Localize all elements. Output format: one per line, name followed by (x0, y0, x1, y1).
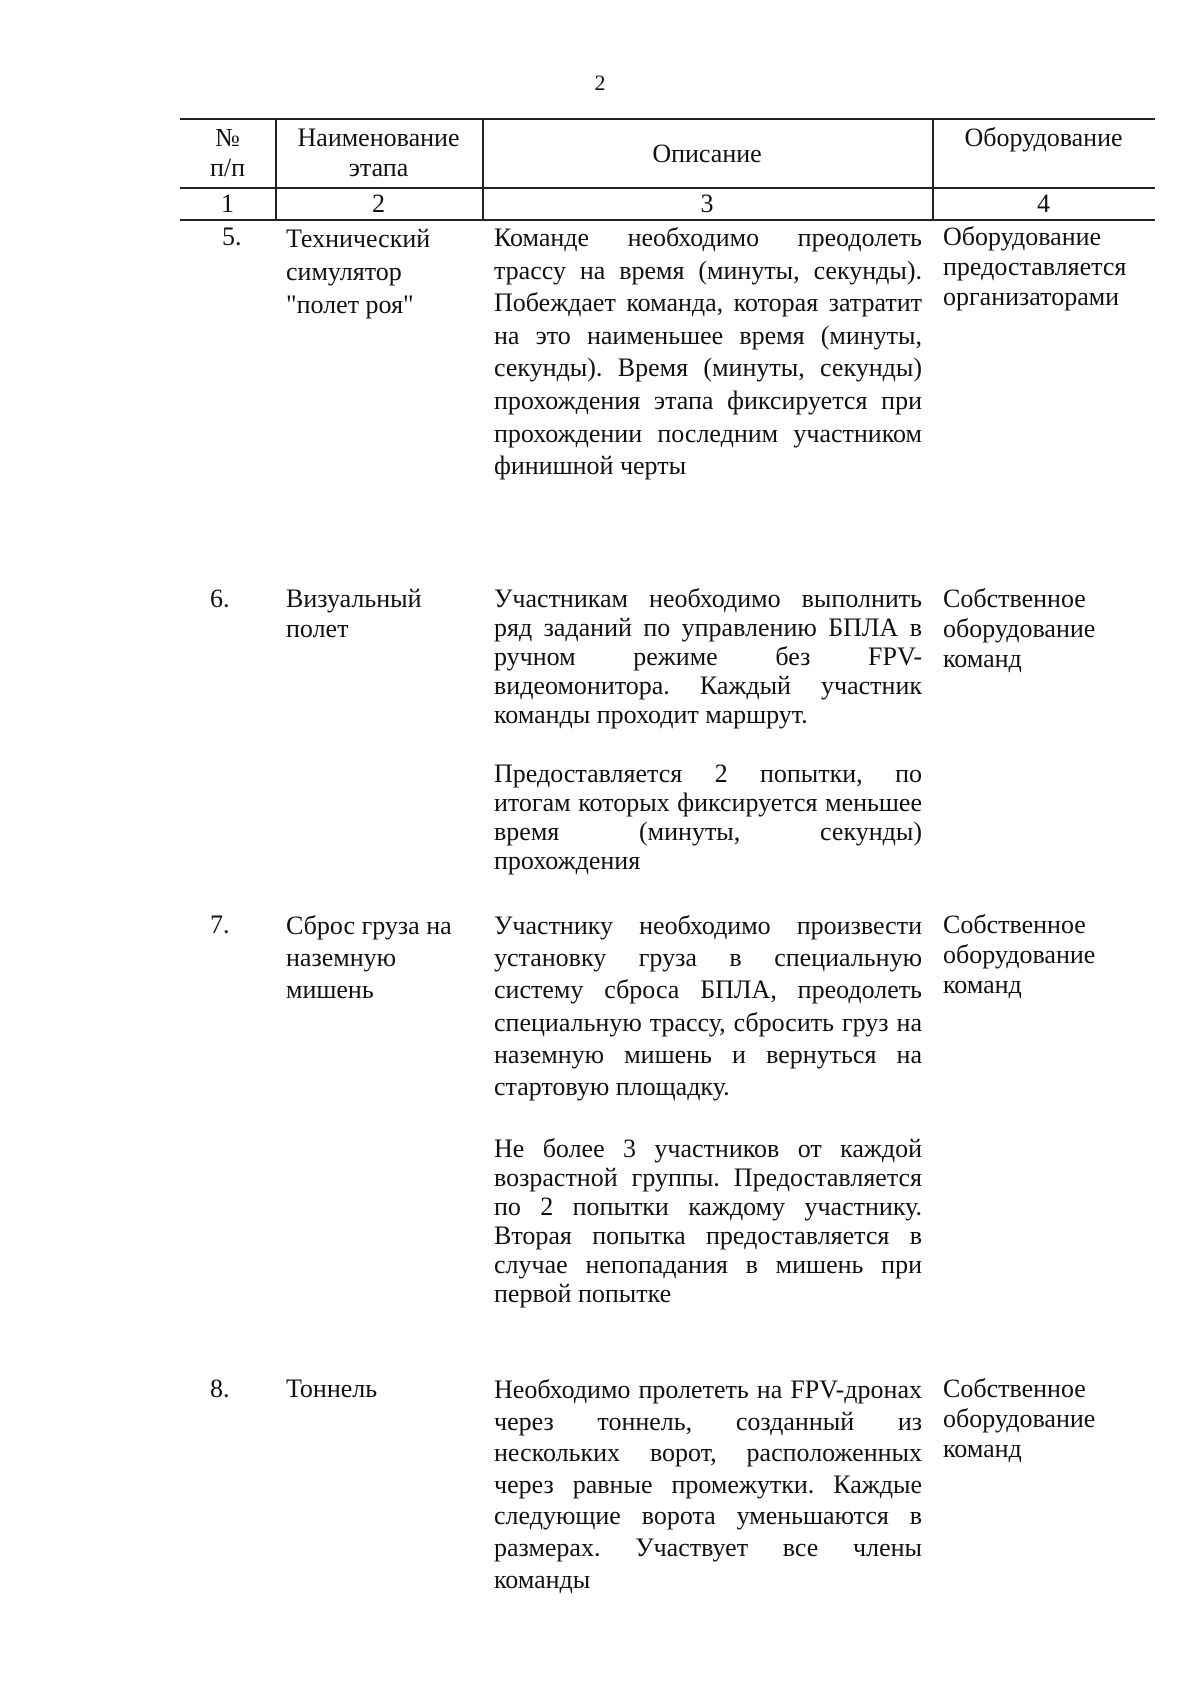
header-col-equipment: Оборудование (964, 123, 1123, 152)
row-description: Необходимо пролететь на FPV-дронах через тоннель, созданный из нескольких ворот, расположенных через равные промежутки. Каждые следующие ворота уменьшаются в размерах. Участвует все члены команды (494, 1375, 922, 1594)
header-col-description: Описание (652, 139, 762, 168)
row-description-2: Предоставляется 2 попытки, по итогам которых фиксируется меньшее время (минуты, секунды) прохождения (494, 759, 922, 875)
header-col-name: Наименование этапа (297, 123, 460, 182)
row-description-2: Не более 3 участников от каждой возрастной группы. Предоставляется по 2 попытки каждому участнику. Вторая попытка предоставляется в случае непопадания в мишень при первой попытке (494, 1134, 922, 1308)
row-number: 7. (210, 910, 230, 939)
row-equipment: Собственное оборудование команд (943, 1374, 1096, 1463)
row-stage-name: Тоннель (286, 1374, 378, 1403)
row-number: 6. (210, 584, 230, 613)
row-description: Участникам необходимо выполнить ряд заданий по управлению БПЛА в ручном режиме без FPV-видеомонитора. Каждый участник команды проходит маршрут. (494, 584, 922, 729)
header-num-4: 4 (1037, 189, 1050, 218)
row-number: 8. (210, 1374, 230, 1403)
header-col-number: № п/п (209, 123, 246, 182)
header-num-3: 3 (700, 189, 714, 218)
header-num-2: 2 (372, 189, 385, 218)
table-top-border (180, 118, 1155, 120)
numbers-bottom-border (180, 219, 1155, 221)
row-equipment: Оборудование предоставляется организаторами (943, 222, 1127, 311)
page-number: 2 (594, 70, 606, 95)
row-equipment: Собственное оборудование команд (943, 910, 1096, 999)
row-stage-name: Визуальный полет (286, 584, 422, 643)
row-stage-name: Технический симулятор "полет роя" (286, 224, 431, 319)
row-description: Команде необходимо преодолеть трассу на время (минуты, секунды). Побеждает команда, которая затратит на это наименьшее время (минуты, секунды). Время (минуты, секунды) прохождения этапа фиксируется при прохождении последним участником финишной черты (494, 223, 922, 481)
row-number: 5. (222, 222, 242, 251)
row-description: Участнику необходимо произвести установку груза в специальную систему сброса БПЛА, преодолеть специальную трассу, сбросить груз на наземную мишень и вернуться на стартовую площадку. (494, 911, 922, 1102)
row-stage-name: Сброс груза на наземную мишень (286, 911, 452, 1004)
header-num-1: 1 (221, 189, 234, 218)
row-equipment: Собственное оборудование команд (943, 584, 1096, 673)
